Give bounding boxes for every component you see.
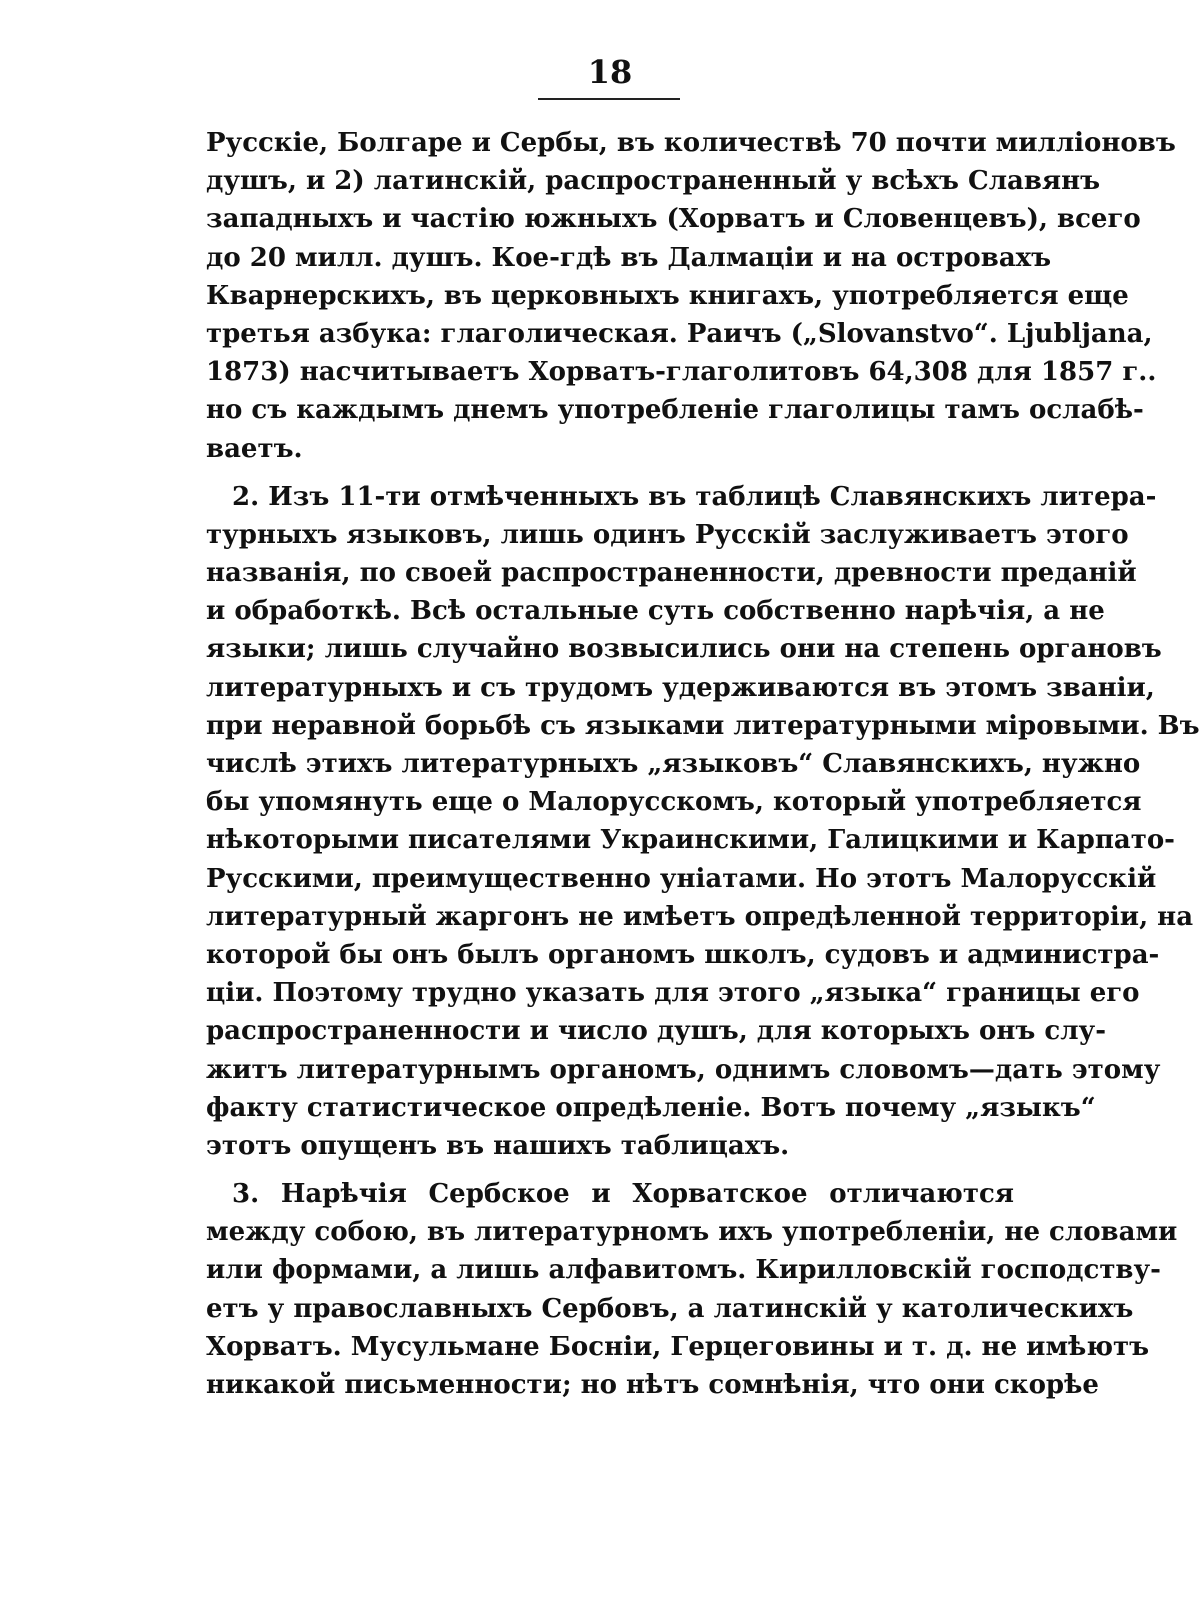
text-line: факту статистическое опредѣленіе. Вотъ почему „языкъ“: [206, 1092, 1096, 1123]
text-line: западныхъ и частію южныхъ (Хорватъ и Словенцевъ), всего: [206, 204, 1141, 235]
text-line: житъ литературнымъ органомъ, однимъ словомъ—дать этому: [206, 1054, 1161, 1085]
text-line: 2. Изъ 11-ти отмѣченныхъ въ таблицѣ Славянскихъ литера-: [232, 481, 1157, 512]
text-line: никакой письменности; но нѣтъ сомнѣнія, что они скорѣе: [206, 1370, 1099, 1400]
text-line: но съ каждымъ днемъ употребленіе глаголицы тамъ ослабѣ-: [206, 395, 1144, 426]
text-line: или формами, а лишь алфавитомъ. Кирилловскій господству-: [206, 1255, 1161, 1286]
text-line: бы упомянуть еще о Малорусскомъ, который употребляется: [206, 787, 1142, 818]
paragraph-1: [206, 124, 1176, 468]
text-line: Русскіе, Болгаре и Сербы, въ количествѣ 70 почти милліоновъ: [206, 128, 1176, 158]
text-line: Русскими, преимущественно уніатами. Но этотъ Малорусскій: [206, 863, 1157, 894]
text-line: Хорватъ. Мусульмане Босніи, Герцеговины и т. д. не имѣютъ: [206, 1331, 1150, 1362]
text-line: третья азбука: глаголическая. Раичъ („Slovanstvo“. Ljubljana,: [206, 318, 1153, 349]
text-line: нѣкоторыми писателями Украинскими, Галицкими и Карпато-: [206, 825, 1175, 856]
paragraph-2: [206, 478, 1200, 1165]
text-line: литературныхъ и съ трудомъ удерживаются въ этомъ званіи,: [206, 672, 1155, 703]
text-line: и обработкѣ. Всѣ остальные суть собственно нарѣчія, а не: [206, 596, 1105, 627]
text-line: етъ у православныхъ Сербовъ, а латинскій у католическихъ: [206, 1293, 1134, 1324]
text-line: до 20 милл. душъ. Кое-гдѣ въ Далмаціи и на островахъ: [206, 242, 1052, 273]
page-number: 18: [587, 53, 633, 91]
text-line: которой бы онъ былъ органомъ школъ, судовъ и администра-: [206, 939, 1160, 970]
text-line: при неравной борьбѣ съ языками литературными міровыми. Въ: [206, 710, 1200, 741]
text-line: между собою, въ литературномъ ихъ употребленіи, не словами: [206, 1217, 1178, 1248]
text-line: названія, по своей распространенности, древности преданій: [206, 558, 1137, 589]
text-line: числѣ этихъ литературныхъ „языковъ“ Славянскихъ, нужно: [206, 749, 1141, 779]
text-line: языки; лишь случайно возвысились они на степень органовъ: [206, 634, 1162, 665]
text-line: этотъ опущенъ въ нашихъ таблицахъ.: [206, 1130, 790, 1161]
paragraph-3: [206, 1175, 1178, 1404]
text-line: 1873) насчитываетъ Хорватъ-глаголитовъ 64,308 для 1857 г..: [206, 357, 1157, 388]
text-line: ціи. Поэтому трудно указать для этого „языка“ границы его: [206, 978, 1140, 1009]
paragraph-gap: [206, 1165, 1014, 1175]
text-line: ваетъ.: [206, 433, 303, 464]
text-line: Кварнерскихъ, въ церковныхъ книгахъ, употребляется еще: [206, 280, 1129, 311]
text-line: распространенности и число душъ, для которыхъ онъ слу-: [206, 1016, 1106, 1047]
text-line: литературный жаргонъ не имѣетъ опредѣленной территоріи, на: [206, 901, 1194, 932]
text-line: 3. Нарѣчія Сербское и Хорватское отличаются: [232, 1179, 1014, 1210]
text-line: душъ, и 2) латинскій, распространенный у всѣхъ Славянъ: [206, 166, 1101, 197]
page-number-rule: [538, 98, 680, 100]
text-line: турныхъ языковъ, лишь одинъ Русскій заслуживаетъ этого: [206, 519, 1129, 550]
body-text: [206, 124, 1200, 1404]
paragraph-gap: [206, 468, 1014, 478]
